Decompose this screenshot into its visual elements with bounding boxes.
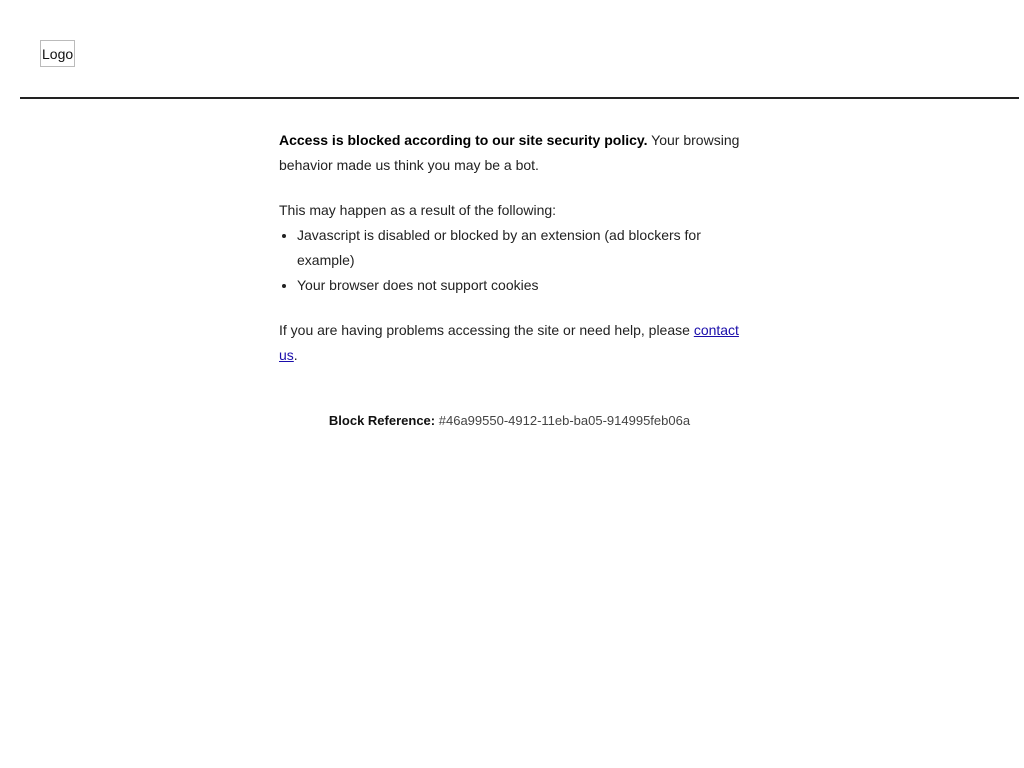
reasons-intro: This may happen as a result of the following: xyxy=(279,202,557,218)
headline-rest: Your browsing behavior made us think you may be a bot. xyxy=(279,132,740,173)
reasons-list xyxy=(279,223,745,298)
help-text-end: . xyxy=(293,347,298,363)
headline xyxy=(279,128,745,178)
block-reference xyxy=(0,411,1019,431)
block-message xyxy=(279,128,745,388)
page-header xyxy=(20,0,1019,99)
list-item: • Javascript is disabled or blocked by an extension (ad blockers for example) xyxy=(297,223,745,273)
logo: Logo xyxy=(40,40,75,67)
block-reference-label: Block Reference: xyxy=(328,413,436,428)
help-text-lead: If you are having problems accessing the site or need help, please xyxy=(279,322,694,338)
list-item: • Your browser does not support cookies xyxy=(297,273,745,298)
block-reference-value: #46a99550-4912-11eb-ba05-914995feb06a xyxy=(438,413,691,428)
contact-us-link[interactable]: contact us xyxy=(279,322,739,363)
headline-bold: Access is blocked according to our site security policy. xyxy=(279,132,648,148)
help-text xyxy=(279,318,745,368)
